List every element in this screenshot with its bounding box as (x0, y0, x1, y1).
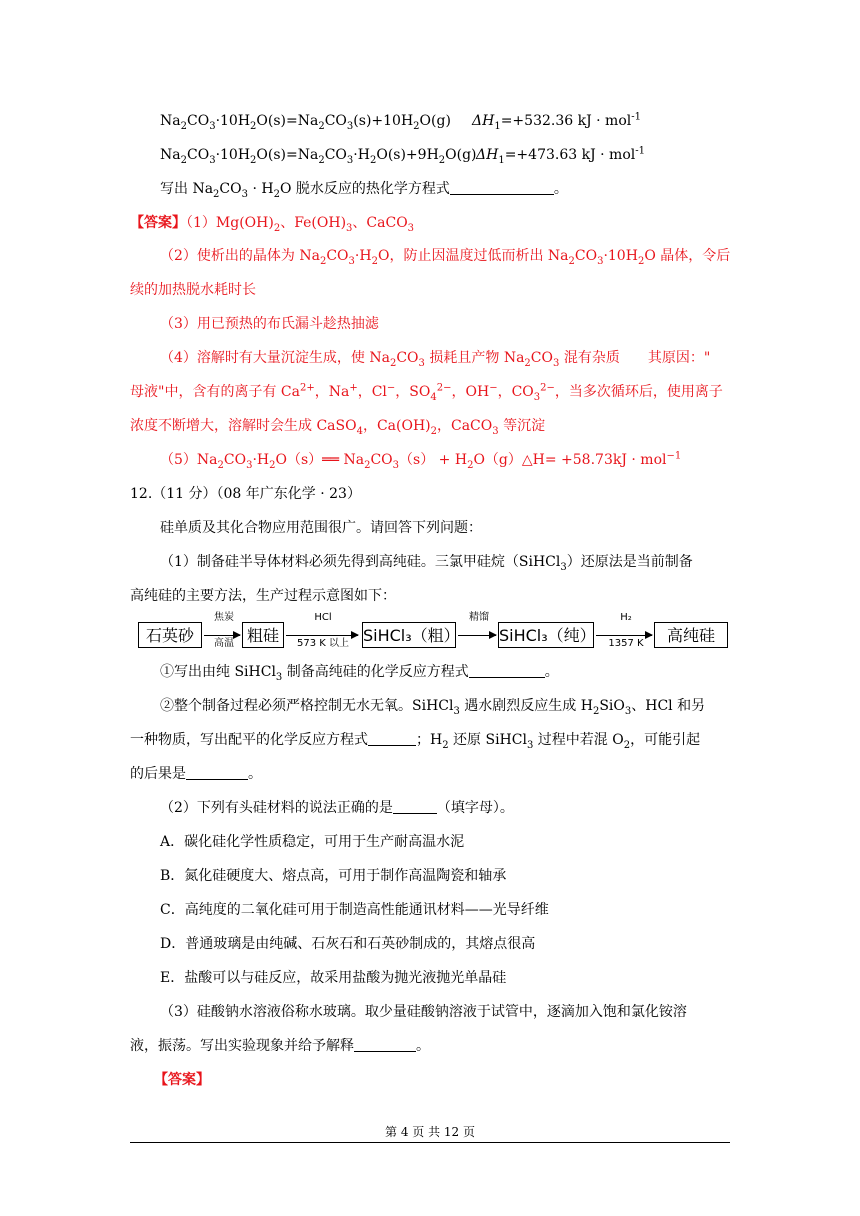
flow-box-high-purity-si: 高纯硅 (654, 622, 728, 648)
equation-2: $Na_2CO_3\cdot 10H_2O(s)=Na_2CO_3\cdot H_2O(s)+9H_2O(g)$ (160, 147, 477, 166)
flow-arrow-4 (596, 635, 652, 636)
question-prompt: 写出 $Na_2CO_3 \cdot H_2O$ 脱水反应的热化学方程式 。 (160, 181, 568, 200)
flow-box-crude-si: 粗硅 (242, 622, 284, 648)
answer-2-line2: 续的加热脱水耗时长 (130, 282, 256, 298)
answer-tag: 【答案】 (130, 215, 186, 231)
part-1-line1: （1）制备硅半导体材料必须先得到高纯硅。三氯甲硅烷（SiHCl$_3$）还原法是当前制备 (160, 554, 693, 573)
part-1-line2: 高纯硅的主要方法，生产过程示意图如下： (130, 588, 396, 604)
part-3-line2: 液，振荡。写出实验现象并给予解释 。 (130, 1038, 430, 1054)
flow-box-sihcl3-pure: SiHCl₃（纯） (498, 622, 594, 648)
answer-blank (450, 180, 554, 195)
flow-cond-2-bottom: 573 K 以上 (296, 638, 349, 649)
page-number: 第 4 页 共 12 页 (385, 1125, 475, 1139)
answer-5: $(5)Na_2CO_3\cdot H_2O(s)══$ $Na_2CO_3(s)$ + $H_2O(g)\triangle H= +58.73kJ \cdot mol^{-1}$ (160, 450, 682, 471)
answer-1: 【答案】$(1)Mg(OH)_2$、$Fe(OH)_3$、CaCO$_3$ (130, 215, 415, 234)
answer-blank (368, 731, 416, 746)
subq-2-line2: 一种物质，写出配平的化学反应方程式 ；$H_2$ 还原 SiHCl$_3$ 过程中若混 $O_2$，可能引起 (130, 732, 701, 751)
flow-box-quartz-sand: 石英砂 (138, 622, 202, 648)
flow-box-sihcl3-crude: SiHCl₃（粗） (362, 622, 456, 648)
equation-1-enthalpy: $\Delta H_1=+532.36$ kJ · mol$^{-1}$ (472, 111, 641, 132)
flow-cond-2-top: HCl (314, 612, 332, 623)
answer-4-line1: （4）溶解时有大量沉淀生成，使 $Na_2CO_3$ 损耗且产物 $Na_2CO_3$ 混有杂质 其原因：" (160, 350, 711, 369)
flow-arrow-3 (458, 635, 496, 636)
answer-4-line3: 浓度不断增大，溶解时会生成 CaSO$_4$，$Ca(OH)_2$，CaCO$_3$ 等沉淀 (130, 418, 546, 437)
part-2: （2）下列有头硅材料的说法正确的是 （填字母）。 (160, 800, 514, 816)
answer-tag-q12: 【答案】 (154, 1072, 210, 1088)
question-12-header: 12.（11 分）（08 年广东化学 · 23） (130, 486, 361, 502)
answer-blank (186, 765, 248, 780)
option-c: C．高纯度的二氧化硅可用于制造高性能通讯材料——光导纤维 (160, 902, 549, 918)
option-b: B．氮化硅硬度大、熔点高，可用于制作高温陶瓷和轴承 (160, 868, 507, 884)
flow-arrow-2 (286, 635, 358, 636)
flow-cond-3-top: 精馏 (469, 612, 489, 623)
option-e: E．盐酸可以与硅反应，故采用盐酸为抛光液抛光单晶硅 (160, 970, 507, 986)
answer-blank (393, 799, 437, 814)
flow-cond-1-top: 焦炭 (214, 612, 234, 623)
subq-2-line1: ②整个制备过程必须严格控制无水无氧。SiHCl$_3$ 遇水剧烈反应生成 $H_2SiO_3$、HCl 和另 (160, 698, 706, 717)
answer-blank (354, 1037, 416, 1052)
flow-arrow-1 (204, 635, 240, 636)
equation-2-enthalpy: $\Delta H_1=+473.63$ kJ · mol$^{-1}$ (476, 145, 645, 166)
flow-cond-4-bottom: 1357 K (608, 638, 644, 649)
answer-blank (469, 663, 545, 678)
answer-3: （3）用已预热的布氏漏斗趁热抽滤 (160, 316, 379, 332)
process-flow-diagram (132, 612, 732, 656)
flow-cond-1-bottom: 高温 (214, 638, 234, 649)
flow-cond-4-top: H₂ (620, 612, 632, 623)
subq-2-line3: 的后果是 。 (130, 766, 262, 782)
option-a: A．碳化硅化学性质稳定，可用于生产耐高温水泥 (160, 834, 465, 850)
part-3-line1: （3）硅酸钠水溶液俗称水玻璃。取少量硅酸钠溶液于试管中，逐滴加入饱和氯化铵溶 (160, 1004, 687, 1020)
answer-4-line2: 母液"中，含有的离子有 $Ca^{2+}$，Na+，Cl−，$SO_4^{2-}$，OH−，$CO_3^{2-}$，当多次循环后，使用离子 (130, 382, 723, 403)
footer-divider (130, 1142, 730, 1143)
question-12-intro: 硅单质及其化合物应用范围很广。请回答下列问题： (160, 520, 482, 536)
answer-2-line1: （2）使析出的晶体为 $Na_2CO_3\cdot H_2O$，防止因温度过低而析出 $Na_2CO_3\cdot 10H_2O$ 晶体，令后 (160, 248, 731, 267)
subq-1: ①写出由纯 SiHCl$_3$ 制备高纯硅的化学反应方程式 。 (160, 664, 559, 683)
equation-1: $Na_2CO_3\cdot 10H_2O(s)=Na_2CO_3(s)+10H_2O(g)$ (160, 113, 451, 132)
option-d: D．普通玻璃是由纯碱、石灰石和石英砂制成的，其熔点很高 (160, 936, 536, 952)
